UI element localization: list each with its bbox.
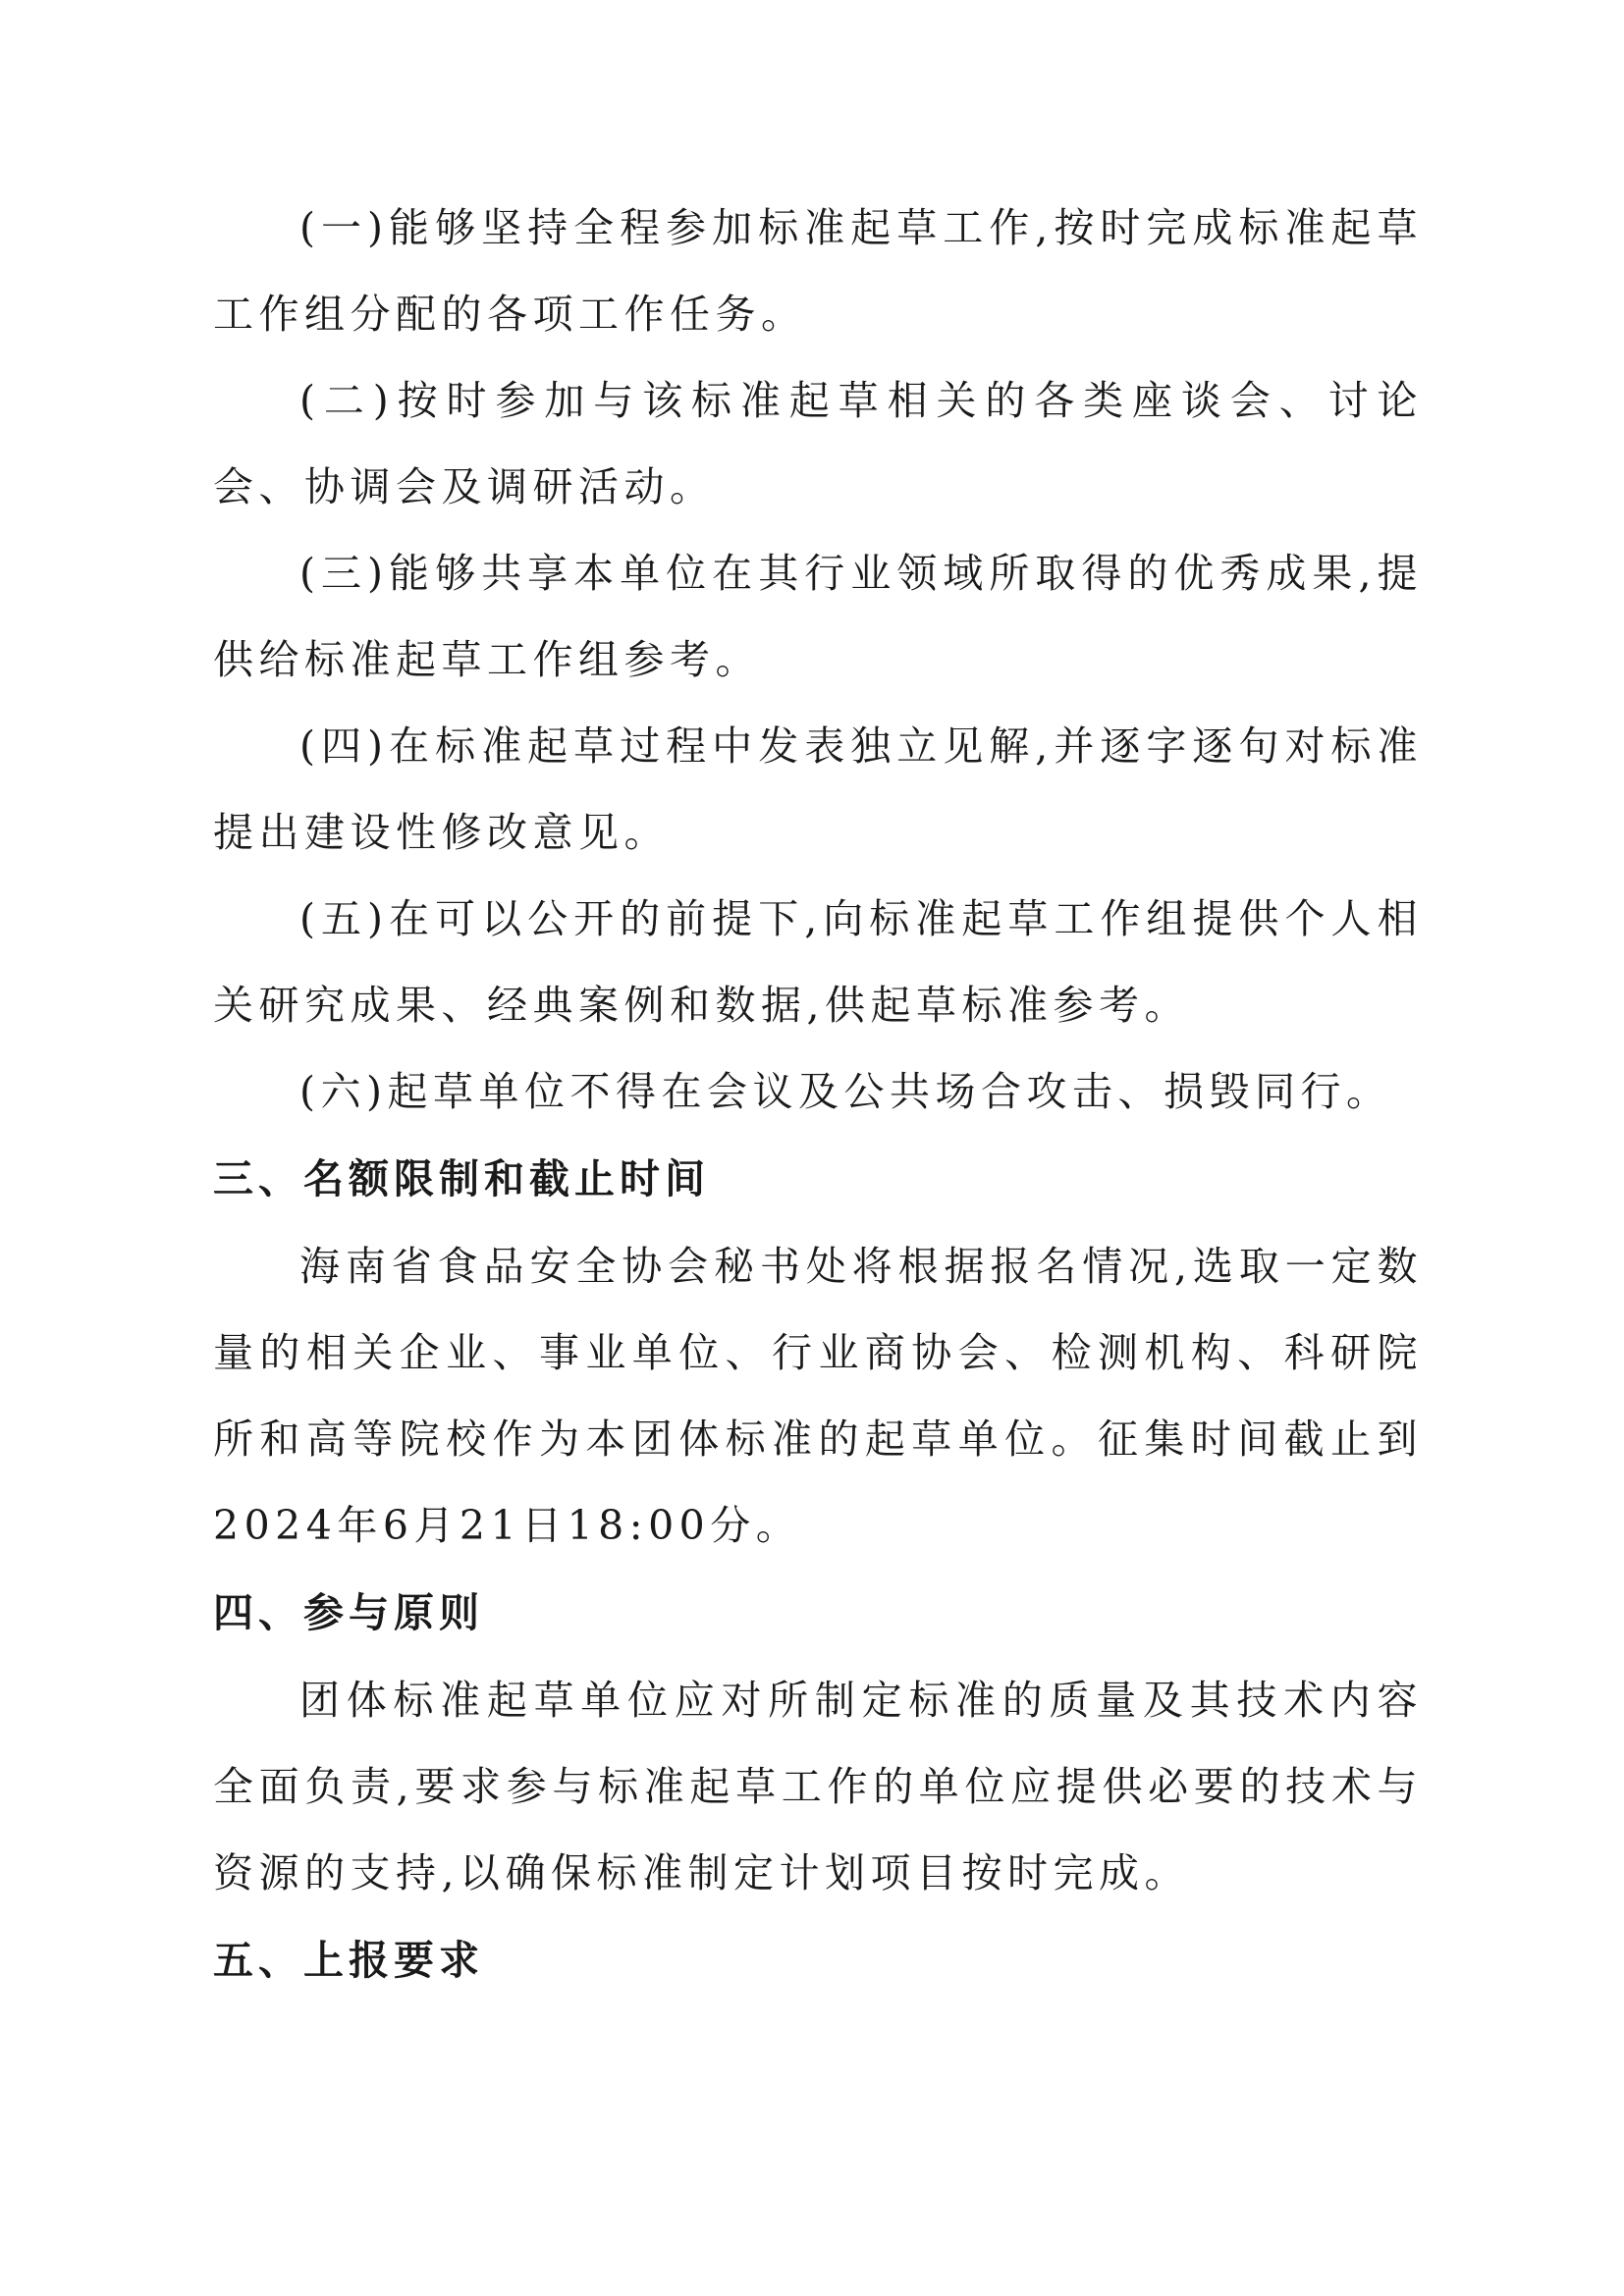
requirement-item-6: (六)起草单位不得在会议及公共场合攻击、损毁同行。 xyxy=(299,1068,1392,1115)
requirement-item-4: (四)在标准起草过程中发表独立见解,并逐字逐句对标准提出建设性修改意见。 xyxy=(213,722,1423,856)
requirement-item-1: (一)能够坚持全程参加标准起草工作,按时完成标准起草工作组分配的各项工作任务。 xyxy=(213,204,1423,338)
section-heading-submission-requirements: 五、上报要求 xyxy=(213,1937,484,1984)
requirement-item-5: (五)在可以公开的前提下,向标准起草工作组提供个人相关研究成果、经典案例和数据,供起草标准参考。 xyxy=(213,895,1423,1029)
document-body xyxy=(213,185,1423,2004)
section-body-quota-deadline: 海南省食品安全协会秘书处将根据报名情况,选取一定数量的相关企业、事业单位、行业商协会、检测机构、科研院所和高等院校作为本团体标准的起草单位。征集时间截止到2024年6月21日18:00分。 xyxy=(213,1243,1423,1549)
section-heading-participation-principles: 四、参与原则 xyxy=(213,1589,484,1636)
section-body-participation-principles: 团体标准起草单位应对所制定标准的质量及其技术内容 全面负责,要求参与标准起草工作的单位应提供必要的技术与资源的支持,以确保标准制定计划项目按时完成。 xyxy=(213,1677,1423,1896)
requirement-item-2: (二)按时参加与该标准起草相关的各类座谈会、讨论会、协调会及调研活动。 xyxy=(213,377,1423,510)
requirement-item-3: (三)能够共享本单位在其行业领域所取得的优秀成果,提供给标准起草工作组参考。 xyxy=(213,550,1423,683)
section-heading-quota-deadline: 三、名额限制和截止时间 xyxy=(213,1155,710,1202)
